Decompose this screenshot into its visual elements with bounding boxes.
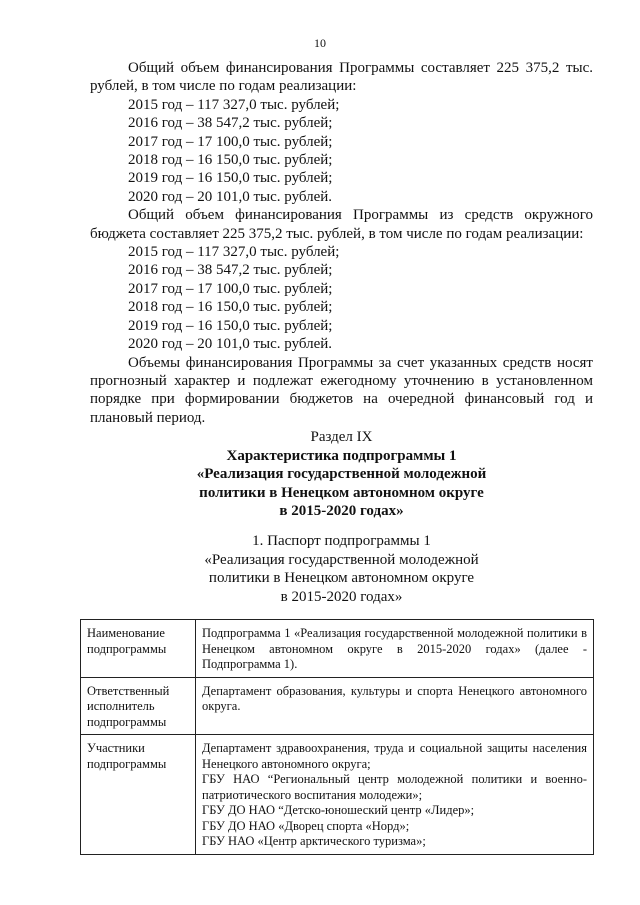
financing-year-line: 2019 год – 16 150,0 тыс. рублей;	[128, 170, 333, 187]
budget-year-line: 2019 год – 16 150,0 тыс. рублей;	[128, 317, 333, 334]
budget-year-line: 2018 год – 16 150,0 тыс. рублей;	[128, 299, 333, 316]
budget-year-line: 2015 год – 117 327,0 тыс. рублей;	[128, 244, 340, 261]
section-title-line: Характеристика подпрограммы 1	[226, 447, 457, 464]
section-title-line: «Реализация государственной молодежной	[196, 466, 487, 483]
financing-note-paragraph: Объемы финансирования Программы за счет указанных средств носят прогнозный характер и подлежат ежегодному уточнению в установленном порядке при формировании бюджетов на очередной финансовый год и плановый период.	[90, 354, 593, 426]
row-value-line: Подпрограмма 1 «Реализация государственной молодежной политики в Ненецком автономном округе в 2015-2020 годах» (далее - Подпрограмма 1).	[202, 626, 587, 671]
passport-table	[80, 619, 594, 855]
row-label: Ответственный исполнитель подпрограммы	[81, 677, 196, 735]
row-value	[196, 735, 594, 855]
table-row	[81, 735, 594, 855]
financing-year-line: 2020 год – 20 101,0 тыс. рублей.	[128, 188, 333, 205]
row-value-line: Департамент образования, культуры и спорта Ненецкого автономного округа.	[202, 683, 587, 713]
table-row	[81, 620, 594, 678]
row-label: Участники подпрограммы	[81, 735, 196, 855]
table-row	[81, 677, 594, 735]
financing-paragraph-budget: Общий объем финансирования Программы из средств окружного бюджета составляет 225 375,2 тыс. рублей, в том числе по годам реализации:	[90, 207, 593, 242]
row-value-line: Департамент здравоохранения, труда и социальной защиты населения Ненецкого автономного округа;	[202, 741, 587, 771]
section-title-line: политики в Ненецком автономном округе	[199, 484, 484, 501]
passport-title-line: политики в Ненецком автономном округе	[208, 570, 475, 587]
budget-year-line: 2017 год – 17 100,0 тыс. рублей;	[128, 280, 333, 297]
row-value	[196, 677, 594, 735]
row-value-line: ГБУ ДО НАО «Дворец спорта «Норд»;	[202, 818, 410, 833]
passport-heading	[90, 532, 593, 606]
row-value-line: ГБУ НАО “Региональный центр молодежной политики и военно-патриотического воспитания молодежи»;	[202, 772, 587, 802]
row-label: Наименование подпрограммы	[81, 620, 196, 678]
financing-section	[90, 59, 593, 427]
financing-year-line: 2018 год – 16 150,0 тыс. рублей;	[128, 152, 333, 169]
row-value-line: ГБУ ДО НАО “Детско-юношеский центр «Лидер»;	[202, 803, 475, 817]
section-heading	[90, 428, 593, 521]
financing-year-line: 2015 год – 117 327,0 тыс. рублей;	[128, 96, 340, 113]
section-title-line: в 2015-2020 годах»	[279, 503, 404, 520]
page-number: 10	[314, 36, 326, 50]
budget-year-line: 2016 год – 38 547,2 тыс. рублей;	[128, 262, 333, 279]
financing-year-line: 2017 год – 17 100,0 тыс. рублей;	[128, 133, 333, 150]
financing-paragraph-total: Общий объем финансирования Программы составляет 225 375,2 тыс. рублей, в том числе по годам реализации:	[90, 60, 593, 95]
section-label: Раздел IX	[310, 429, 373, 445]
budget-year-line: 2020 год – 20 101,0 тыс. рублей.	[128, 336, 333, 353]
passport-title-line: 1. Паспорт подпрограммы 1	[252, 533, 431, 549]
row-value-line: ГБУ НАО «Центр арктического туризма»;	[202, 834, 426, 848]
passport-title-line: в 2015-2020 годах»	[280, 588, 403, 605]
financing-year-line: 2016 год – 38 547,2 тыс. рублей;	[128, 115, 333, 132]
passport-title-line: «Реализация государственной молодежной	[204, 551, 479, 568]
row-value	[196, 620, 594, 678]
